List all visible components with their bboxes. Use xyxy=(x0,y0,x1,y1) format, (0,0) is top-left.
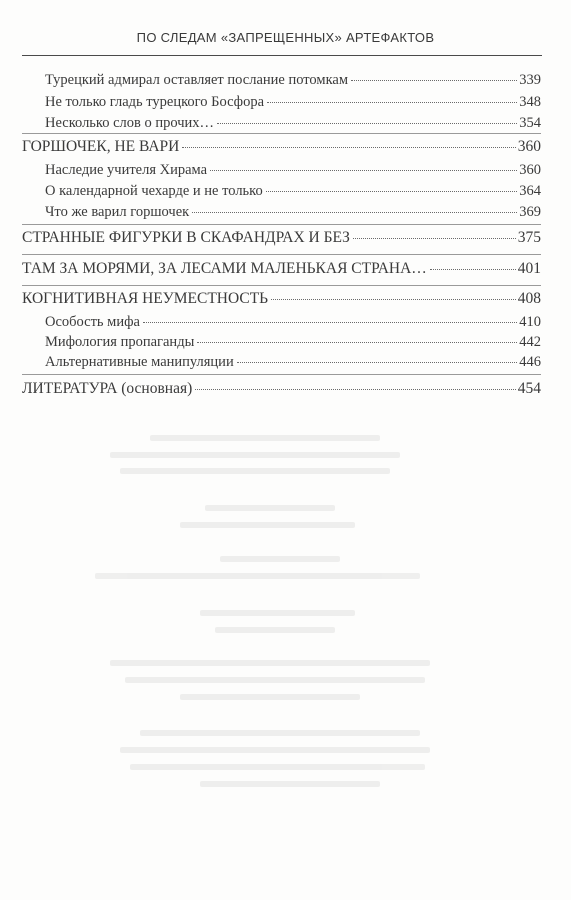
section-divider xyxy=(22,224,541,225)
dot-leader xyxy=(143,322,517,323)
toc-chapter-page: 375 xyxy=(517,229,541,246)
toc-entry-page: 354 xyxy=(519,115,541,131)
running-header: ПО СЛЕДАМ «ЗАПРЕЩЕННЫХ» АРТЕФАКТОВ xyxy=(136,30,435,45)
toc-entry-title: О календарной чехарде и не только xyxy=(45,183,263,199)
header-rule xyxy=(22,55,542,56)
section-divider xyxy=(22,374,541,375)
toc-entry[interactable] xyxy=(45,162,541,179)
dot-leader xyxy=(217,123,517,124)
toc-chapter-page: 401 xyxy=(517,260,541,277)
toc-chapter[interactable] xyxy=(22,260,541,278)
toc-entry-title: Что же варил горшочек xyxy=(45,204,190,220)
toc-chapter-title: СТРАННЫЕ ФИГУРКИ В СКАФАНДРАХ И БЕЗ xyxy=(22,229,350,246)
toc-entry-page: 369 xyxy=(519,204,541,220)
toc-chapter-title: ГОРШОЧЕК, НЕ ВАРИ xyxy=(22,138,180,155)
toc-chapter-page: 408 xyxy=(517,290,541,307)
toc-chapter-title: ТАМ ЗА МОРЯМИ, ЗА ЛЕСАМИ МАЛЕНЬКАЯ СТРАНА… xyxy=(22,260,427,277)
toc-entry-title: Турецкий адмирал оставляет послание потомкам xyxy=(45,72,349,88)
toc-chapter[interactable] xyxy=(22,290,541,308)
dot-leader xyxy=(430,269,516,270)
toc-chapter[interactable] xyxy=(22,138,541,156)
toc-chapter-page: 454 xyxy=(517,380,541,397)
toc-entry-title: Несколько слов о прочих… xyxy=(45,115,215,131)
toc-entry[interactable] xyxy=(45,183,541,200)
dot-leader xyxy=(266,191,518,192)
toc-chapter[interactable] xyxy=(22,380,541,398)
toc-entry-title: Наследие учителя Хирама xyxy=(45,162,208,178)
toc-entry[interactable] xyxy=(45,204,541,221)
dot-leader xyxy=(271,299,516,300)
toc-entry-page: 339 xyxy=(519,72,541,88)
dot-leader xyxy=(237,362,518,363)
toc-entry-title: Не только гладь турецкого Босфора xyxy=(45,94,265,110)
dot-leader xyxy=(210,170,517,171)
section-divider xyxy=(22,133,541,134)
toc-entry[interactable] xyxy=(45,94,541,111)
section-divider xyxy=(22,254,541,255)
section-divider xyxy=(22,285,541,286)
toc-entry[interactable] xyxy=(45,72,541,89)
toc-entry[interactable] xyxy=(45,334,541,351)
toc-entry-page: 446 xyxy=(519,354,541,370)
toc-chapter[interactable] xyxy=(22,229,541,247)
toc-chapter-page: 360 xyxy=(517,138,541,155)
toc-entry-page: 442 xyxy=(519,334,541,350)
toc-entry-page: 410 xyxy=(519,314,541,330)
dot-leader xyxy=(192,212,517,213)
toc-entry-page: 348 xyxy=(519,94,541,110)
dot-leader xyxy=(182,147,515,148)
toc-entry[interactable] xyxy=(45,354,541,371)
dot-leader xyxy=(267,102,517,103)
toc-entry[interactable] xyxy=(45,314,541,331)
toc-entry-title: Особость мифа xyxy=(45,314,140,330)
toc-entry-title: Альтернативные манипуляции xyxy=(45,354,234,370)
toc-chapter-title: КОГНИТИВНАЯ НЕУМЕСТНОСТЬ xyxy=(22,290,269,307)
toc-entry-page: 364 xyxy=(519,183,541,199)
dot-leader xyxy=(351,80,517,81)
toc-entry-page: 360 xyxy=(519,162,541,178)
toc-entry[interactable] xyxy=(45,115,541,132)
dot-leader xyxy=(195,389,515,390)
dot-leader xyxy=(353,238,516,239)
dot-leader xyxy=(197,342,517,343)
toc-chapter-title: ЛИТЕРАТУРА (основная) xyxy=(22,380,193,397)
toc-entry-title: Мифология пропаганды xyxy=(45,334,195,350)
